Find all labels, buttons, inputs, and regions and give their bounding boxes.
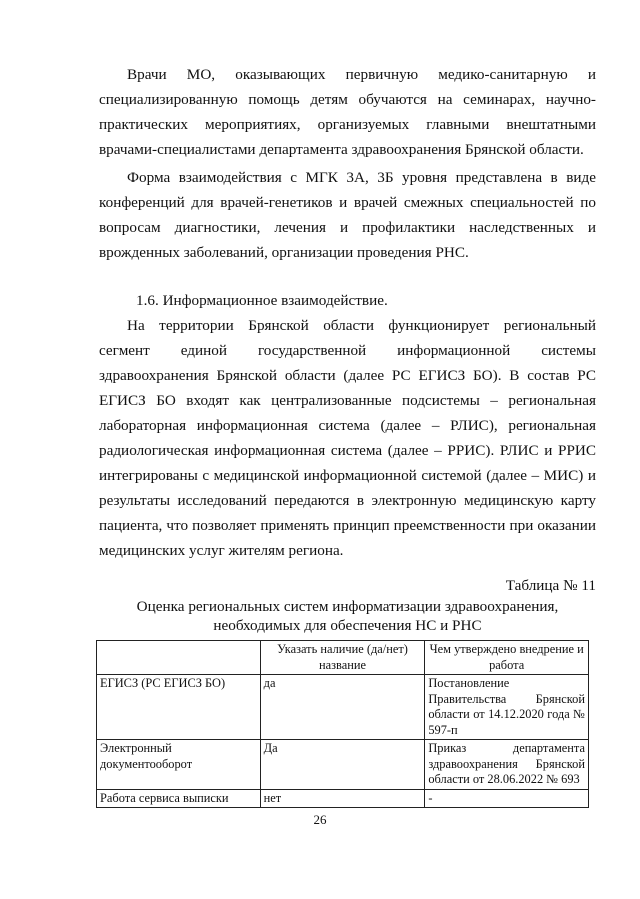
table-header-cell: Чем утверждено внедрение и работа [425,641,589,675]
paragraph-doctors-training: Врачи МО, оказывающих первичную медико-санитарную и специализированную помощь детям обучаются на семинарах, научно-практических мероприятиях, организуемых главными внештатными врачами-специалистами департамента здравоохранения Брянской области. [99,66,596,158]
page-number: 26 [313,812,327,827]
table-cell: Постановление Правительства Брянской области от 14.12.2020 года № 597-п [425,675,589,740]
table-cell: Приказ департамента здравоохранения Брянской области от 28.06.2022 № 693 [425,740,589,790]
table-cell: ЕГИСЗ (РС ЕГИСЗ БО) [97,675,261,740]
section-heading: 1.6. Информационное взаимодействие. [136,292,388,309]
table-header-cell: Указать наличие (да/нет) название [260,641,425,675]
table-header-cell [97,641,261,675]
systems-table [96,640,589,808]
table-cell: нет [260,789,425,808]
table-row [97,675,589,740]
table-cell: Электронный документооборот [97,740,261,790]
table-row [97,789,589,808]
table-cell: - [425,789,589,808]
paragraph-information-system: На территории Брянской области функционирует региональный сегмент единой государственной информационной системы здравоохранения Брянской области (далее РС ЕГИСЗ БО). В состав РС ЕГИСЗ БО входят как централизованные подсистемы – региональная лабораторная информационная система (далее – РЛИС), региональная радиологическая информационная система (далее – РРИС). РЛИС и РРИС интегрированы с медицинской информационной системой (далее – МИС) и результаты исследований передаются в электронную медицинскую карту пациента, что позволяет применять принцип преемственности при оказании медицинских услуг жителям региона. [99,317,596,559]
table-number: Таблица № 11 [505,577,596,594]
paragraph-mgk-interaction: Форма взаимодействия с МГК 3А, 3Б уровня представлена в виде конференций для врачей-генетиков и врачей смежных специальностей по вопросам диагностики, лечения и профилактики наследственных и врожденных заболеваний, организации проведения РНС. [99,169,596,261]
table-title: Оценка региональных систем информатизации здравоохранения, необходимых для обеспечения НС и РНС [136,598,559,634]
table-cell: да [260,675,425,740]
table-row [97,740,589,790]
table-header-row [97,641,589,675]
table-cell: Работа сервиса выписки [97,789,261,808]
table-cell: Да [260,740,425,790]
